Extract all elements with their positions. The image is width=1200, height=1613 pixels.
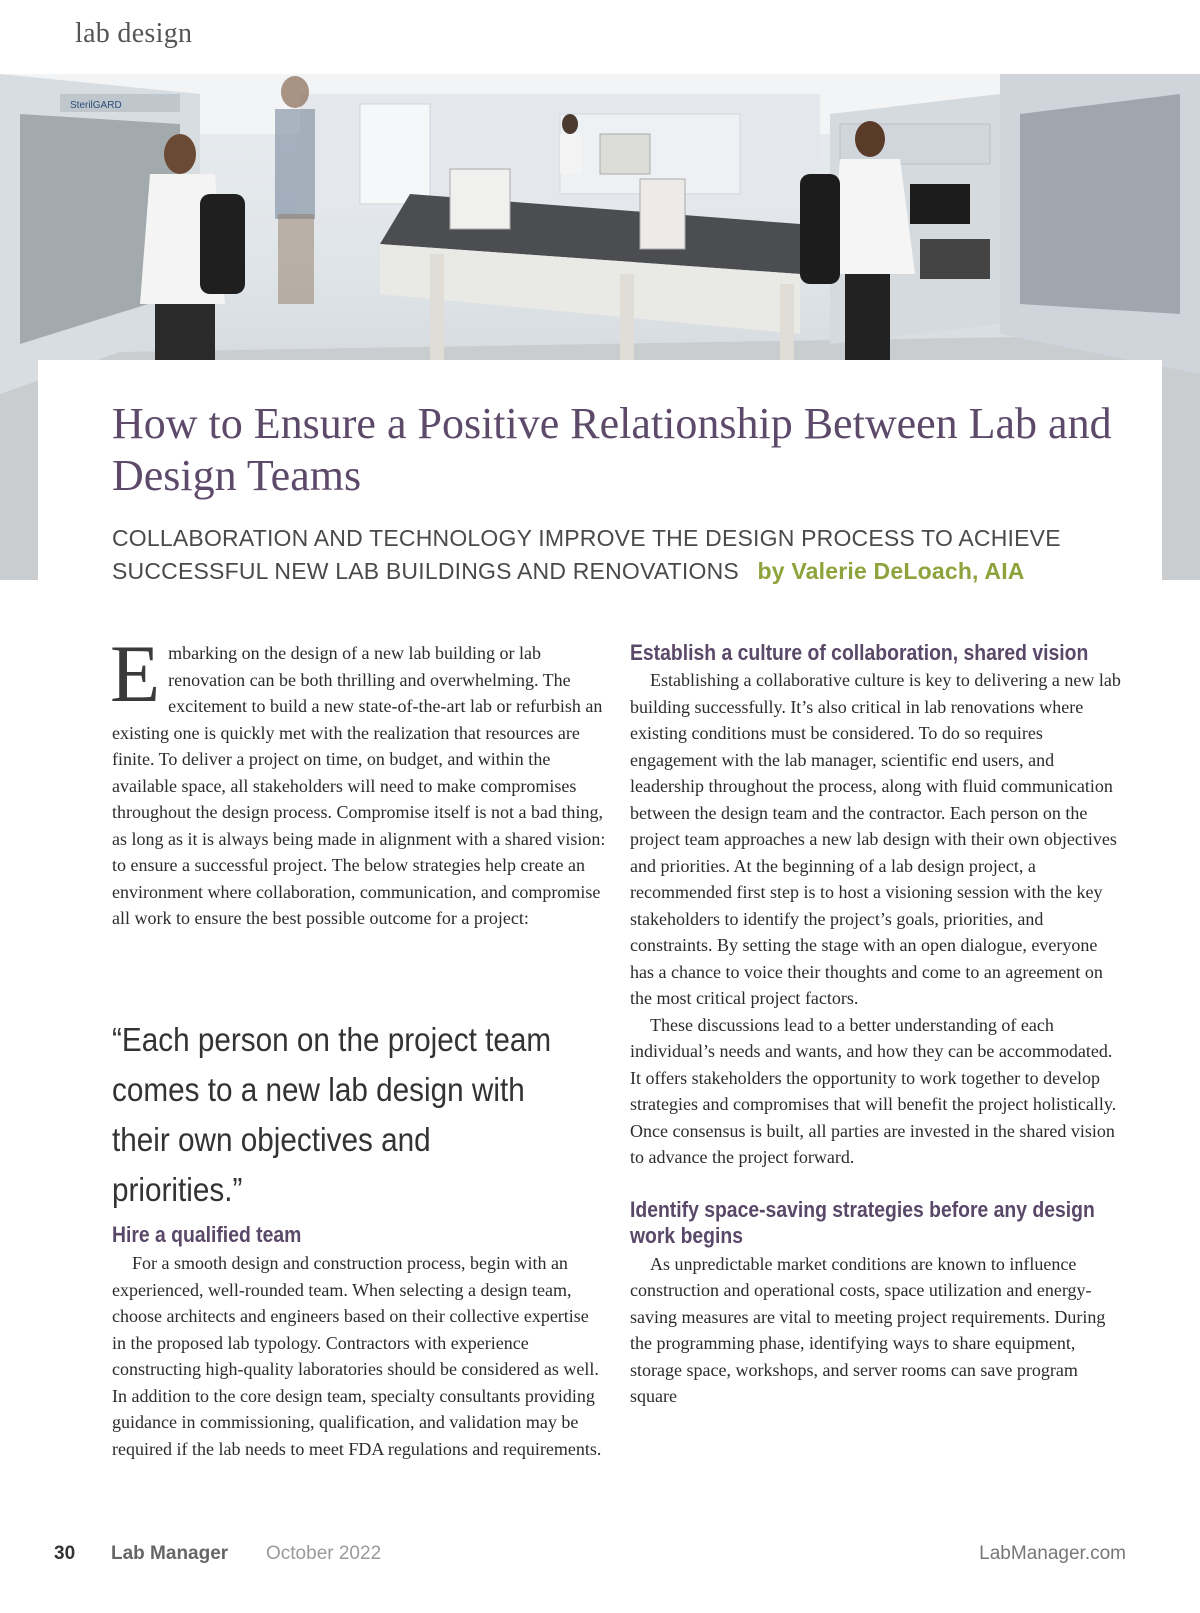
section-body: For a smooth design and construction process, begin with an experienced, well-rounded team. When selecting a design team, choose architects and engineers based on their collective expertise in the proposed lab typology. Contractors with experience constructing high-quality laboratories should be considered as well. In addition to the core design team, specialty consultants providing guidance in commissioning, qualification, and validation may be required if the lab needs to meet FDA regulations and requirements. — [112, 1253, 602, 1459]
website-link[interactable]: LabManager.com — [979, 1543, 1126, 1564]
section-heading: Identify space-saving strategies before any design work begins — [630, 1196, 1095, 1248]
pull-quote: “Each person on the project team comes to a new lab design with their own objectives and priorities.” — [112, 1021, 552, 1208]
section-heading: Hire a qualified team — [112, 1222, 302, 1247]
page-number: 30 — [54, 1543, 76, 1564]
section-body: Establishing a collaborative culture is key to delivering a new lab building successfully. It’s also critical in lab renovations where existing conditions must be considered. To do so requires engagement with the lab manager, scientific end users, and leadership throughout the process, along with fluid communication between the design team and the contractor. Each person on the project team approaches a new lab design with their own objectives and priorities. At the beginning of a lab design project, a recommended first step is to host a visioning session with the key stakeholders to identify the project’s goals, priorities, and constraints. By setting the stage with an open dialogue, everyone has a chance to voice their thoughts and come to an agreement on the most critical project factors. — [630, 670, 1121, 1008]
subtitle-text: COLLABORATION AND TECHNOLOGY IMPROVE THE DESIGN PROCESS TO ACHIEVE SUCCESSFUL NEW LAB BUILDINGS AND RENOVATIONS — [112, 525, 1061, 584]
left-column — [110, 628, 606, 932]
intro-paragraph — [110, 628, 606, 932]
right-column — [630, 640, 1124, 1410]
hero-brand-label: SterilGARD — [70, 100, 122, 111]
section-label: lab design — [75, 18, 193, 49]
intro-text: mbarking on the design of a new lab building or lab renovation can be both thrilling and overwhelming. The excitement to build a new state-of-the-art lab or refurbish an existing one is quickly met with the realization that resources are finite. To deliver a project on time, on budget, and within the available space, all stakeholders will need to make compromises throughout the design process. Compromise itself is not a bad thing, as long as it is always being made in alignment with a shared vision: to ensure a successful project. The below strategies help create an environment where collaboration, communication, and compromise all work to ensure the best possible outcome for a project: — [112, 643, 606, 928]
drop-cap: E — [110, 628, 161, 719]
section-hire-team — [112, 1222, 606, 1462]
byline: by Valerie DeLoach, AIA — [757, 558, 1025, 584]
section-body: As unpredictable market conditions are known to influence construction and operational costs, space utilization and energy-saving measures are vital to meeting project requirements. During the programming phase, identifying ways to share equipment, storage space, workshops, and server rooms can save program square — [630, 1253, 1106, 1406]
article-title: How to Ensure a Positive Relationship Between Lab and Design Teams — [112, 399, 1112, 500]
article-subtitle — [112, 522, 1172, 588]
page-footer — [0, 1535, 1200, 1575]
magazine-name: Lab Manager — [111, 1543, 229, 1564]
section-body: These discussions lead to a better understanding of each individual’s needs and wants, and how they can be accommodated. It offers stakeholders the opportunity to work together to develop strategies and compromises that will benefit the project holistically. Once consensus is built, all parties are invested in the shared vision to advance the project forward. — [630, 1014, 1117, 1167]
section-heading: Establish a culture of collaboration, shared vision — [630, 640, 1089, 665]
issue-date: October 2022 — [266, 1543, 382, 1564]
